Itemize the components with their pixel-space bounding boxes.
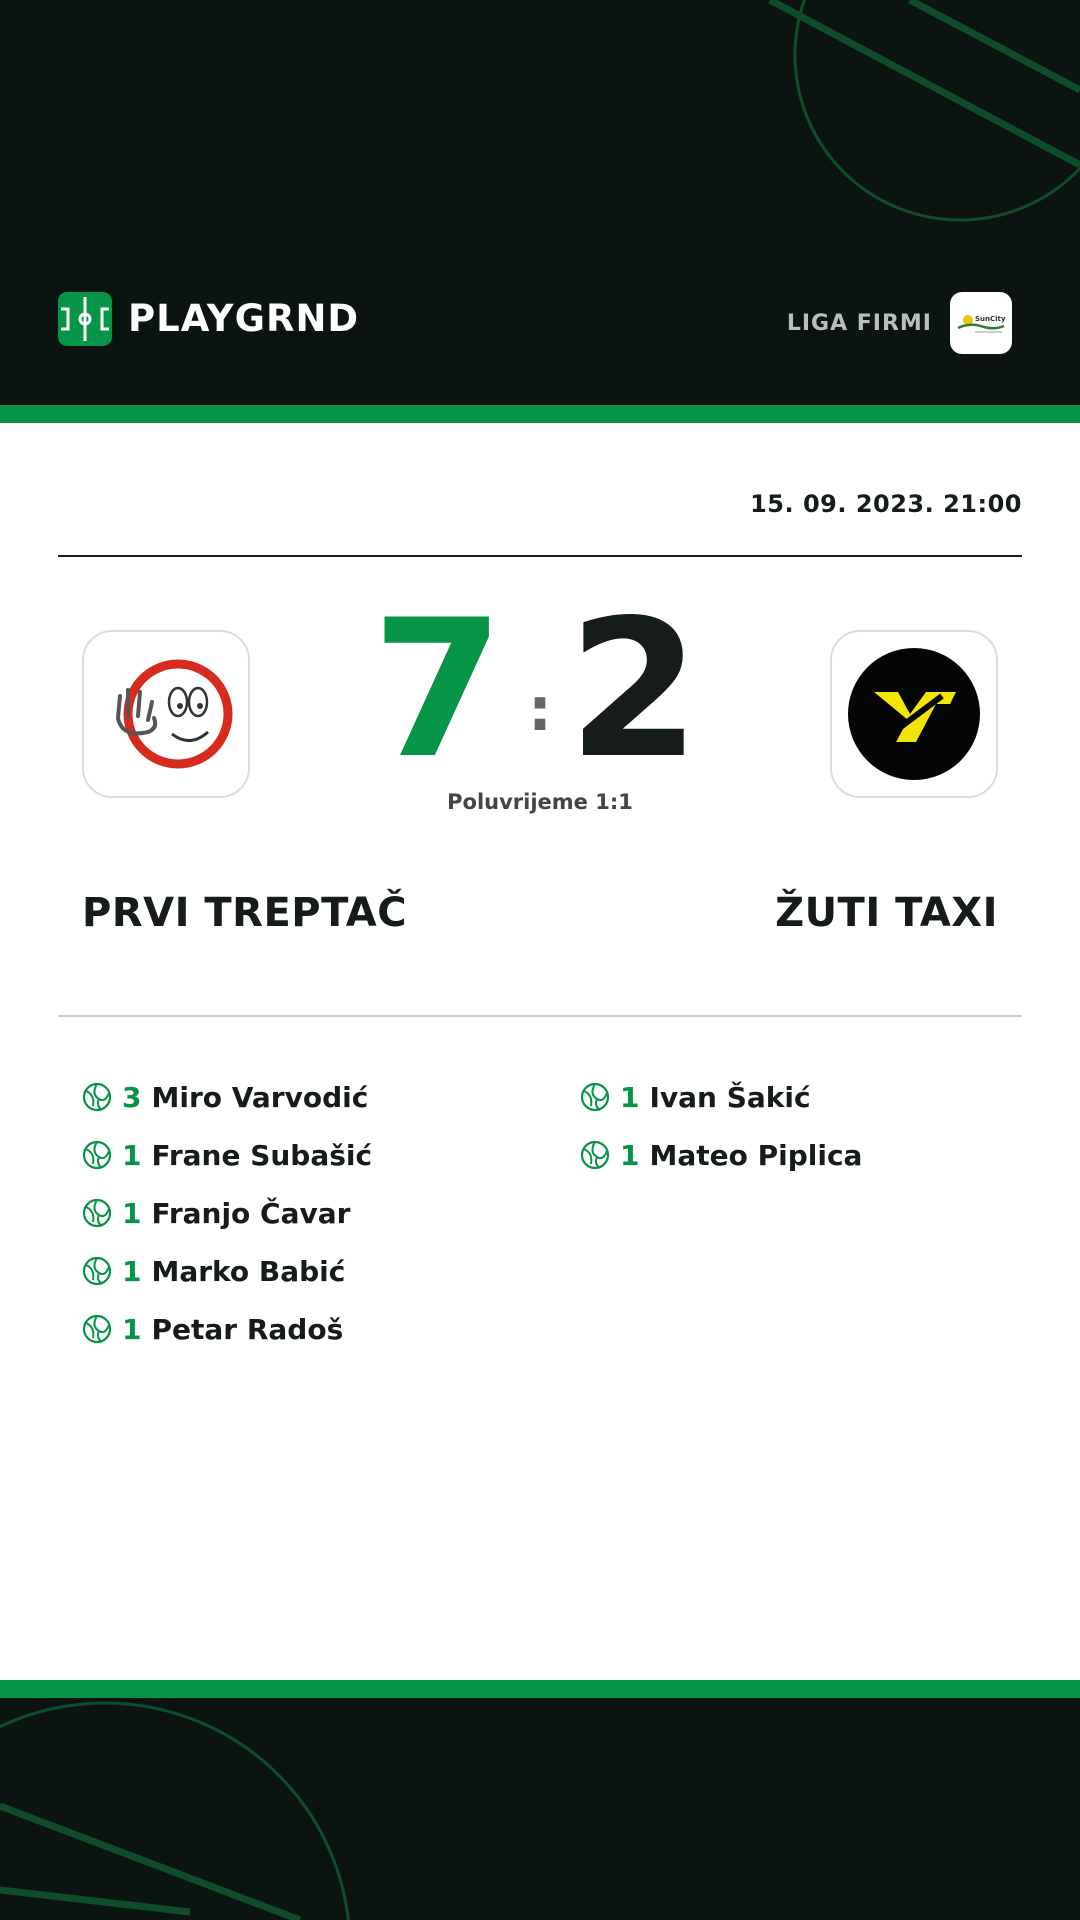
player-name: Miro Varvodić	[151, 1080, 369, 1114]
player-name: Franjo Čavar	[151, 1196, 351, 1230]
ball-icon	[580, 1140, 610, 1170]
scorer-row	[82, 1242, 372, 1300]
league	[787, 292, 1012, 354]
player-name: Petar Radoš	[151, 1312, 344, 1346]
ball-icon	[82, 1140, 112, 1170]
sponsor-logo	[950, 292, 1012, 354]
ball-icon	[82, 1198, 112, 1228]
player-name: Frane Subašić	[151, 1138, 373, 1172]
goal-count: 1	[620, 1138, 640, 1172]
scorer-row	[82, 1068, 372, 1126]
ball-icon	[82, 1082, 112, 1112]
goal-count: 1	[122, 1254, 142, 1288]
scorer-row	[82, 1300, 372, 1358]
scorer-row	[82, 1184, 372, 1242]
brand	[58, 292, 359, 346]
footer	[0, 1698, 1080, 1920]
brand-name: PLAYGRND	[128, 297, 360, 340]
home-scorers-list	[82, 1068, 372, 1358]
home-score: 7	[371, 579, 504, 800]
goal-count: 1	[122, 1138, 142, 1172]
player-name: Mateo Piplica	[649, 1138, 863, 1172]
ball-icon	[82, 1314, 112, 1344]
match-datetime: 15. 09. 2023. 21:00	[750, 490, 1022, 518]
halftime-score: Poluvrijeme 1:1	[447, 790, 633, 814]
scorer-row	[580, 1126, 862, 1184]
ball-icon	[82, 1256, 112, 1286]
accent-bar-top	[0, 405, 1080, 423]
away-team-name: ŽUTI TAXI	[775, 890, 998, 936]
scorer-row	[82, 1126, 372, 1184]
scorer-row	[580, 1068, 862, 1126]
sponsor-logo-text: SunCity	[975, 315, 1006, 323]
player-name: Marko Babić	[151, 1254, 346, 1288]
player-name: Ivan Šakić	[649, 1080, 811, 1114]
away-scorers-list	[580, 1068, 862, 1184]
pitch-icon	[58, 292, 112, 346]
goal-count: 1	[122, 1312, 142, 1346]
divider	[58, 1015, 1022, 1017]
score-separator: :	[528, 675, 552, 745]
header	[0, 0, 1080, 405]
home-team-name: PRVI TREPTAČ	[82, 890, 408, 936]
accent-bar-bottom	[0, 1680, 1080, 1698]
goal-count: 1	[122, 1196, 142, 1230]
ball-icon	[580, 1082, 610, 1112]
league-name: LIGA FIRMI	[786, 310, 932, 336]
goal-count: 3	[122, 1080, 142, 1114]
away-score: 2	[568, 579, 701, 800]
pitch-lines-decoration	[0, 1698, 1080, 1920]
suncity-logo-icon	[956, 308, 1006, 338]
scoreline	[0, 579, 1080, 800]
goal-count: 1	[620, 1080, 640, 1114]
divider	[58, 555, 1022, 557]
